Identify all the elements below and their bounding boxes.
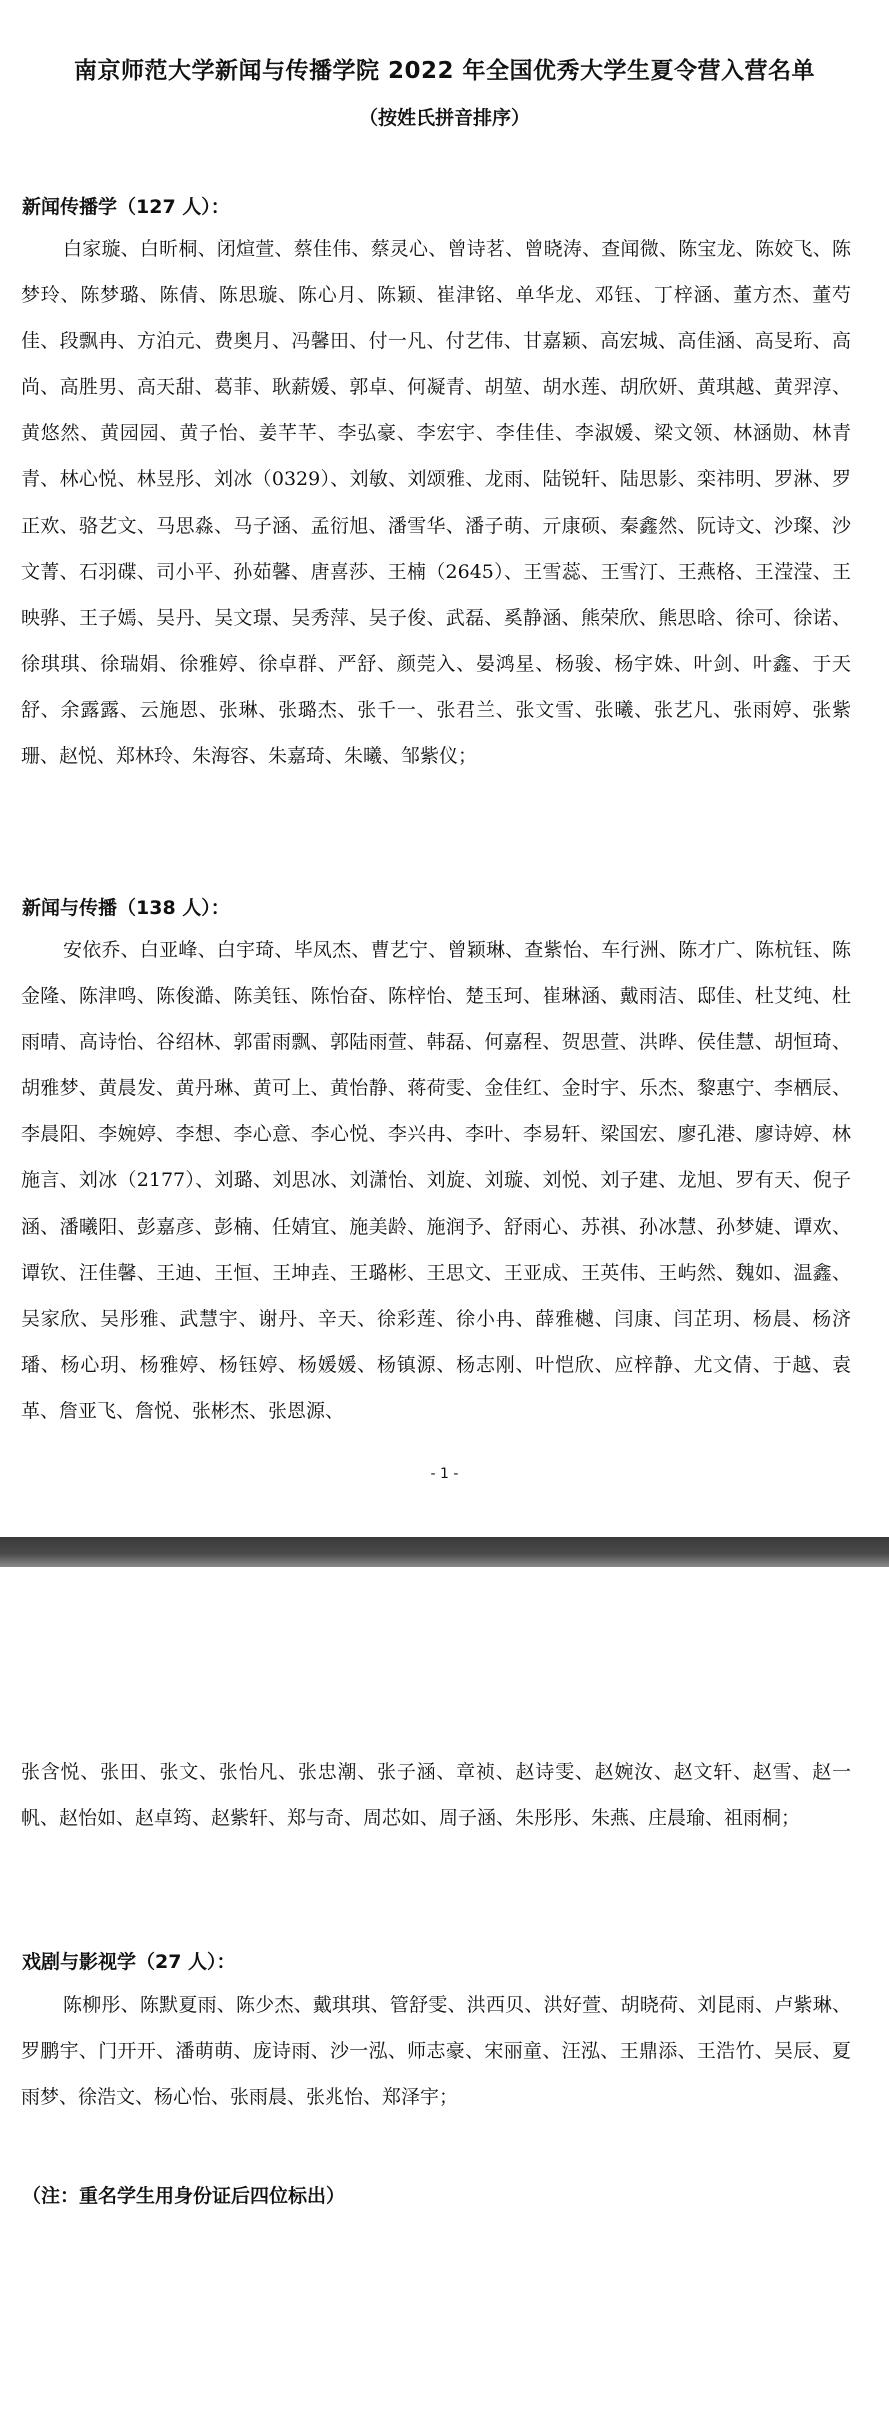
page-number: - 1 - (430, 1466, 459, 1482)
page-break-divider (0, 1537, 889, 1567)
footnote: （注：重名学生用身份证后四位标出） (22, 2185, 346, 2207)
document-page-2 (0, 1567, 889, 2411)
name-list-drama-film: 陈柳彤、陈默夏雨、陈少杰、戴琪琪、管舒雯、洪西贝、洪好萱、胡晓荷、刘昆雨、卢紫琳、罗鹏宇、门开开、潘萌萌、庞诗雨、沙一泓、师志豪、宋丽童、汪泓、王鼎添、王浩竹、吴辰、夏雨梦、徐浩文、杨心怡、张雨晨、张兆怡、郑泽宇； (21, 1994, 851, 2109)
section-heading-journalism-communication: 新闻与传播（138 人）： (22, 897, 230, 919)
document-subtitle: （按姓氏拼音排序） (358, 107, 530, 129)
document-title: 南京师范大学新闻与传播学院 2022 年全国优秀大学生夏令营入营名单 (73, 58, 816, 84)
section-heading-drama-film: 戏剧与影视学（27 人）： (22, 1951, 236, 1973)
name-list-journalism-communication-continued: 张含悦、张田、张文、张怡凡、张忠潮、张子涵、章祯、赵诗雯、赵婉汝、赵文轩、赵雪、赵一帆、赵怡如、赵卓筠、赵紫轩、郑与奇、周芯如、周子涵、朱彤彤、朱燕、庄晨瑜、祖雨桐； (21, 1761, 851, 1830)
section-heading-journalism: 新闻传播学（127 人）： (22, 196, 230, 218)
name-list-journalism: 白家璇、白昕桐、闭煊萱、蔡佳伟、蔡灵心、曾诗茗、曾晓涛、查闻微、陈宝龙、陈姣飞、陈梦玲、陈梦璐、陈倩、陈思璇、陈心月、陈颖、崔津铭、单华龙、邓钰、丁梓涵、董方杰、董芍佳、段飘冉、方泊元、费奥月、冯馨田、付一凡、付艺伟、甘嘉颖、高宏城、高佳涵、高旻珩、高尚、高胜男、高天甜、葛菲、耿薪媛、郭卓、何凝青、胡堃、胡水莲、胡欣妍、黄琪越、黄羿淳、黄悠然、黄园园、黄子怡、姜芊芊、李弘豪、李宏宇、李佳佳、李淑媛、梁文领、林涵勋、林青青、林心悦、林昱彤、刘冰（0329）、刘敏、刘颂雅、龙雨、陆锐轩、陆思影、栾祎明、罗淋、罗正欢、骆艺文、马思淼、马子涵、孟衍旭、潘雪华、潘子萌、亓康硕、秦鑫然、阮诗文、沙璨、沙文菁、石羽碟、司小平、孙茹馨、唐喜莎、王楠（2645）、王雪蕊、王雪汀、王燕格、王滢滢、王映骅、王子嫣、吴丹、吴文璟、吴秀萍、吴子俊、武磊、奚静涵、熊荣欣、熊思晗、徐可、徐诺、徐琪琪、徐瑞娟、徐雅婷、徐卓群、严舒、颜莞入、晏鸿星、杨骏、杨宇姝、叶剑、叶鑫、于天舒、余露露、云施恩、张琳、张璐杰、张千一、张君兰、张文雪、张曦、张艺凡、张雨婷、张紫珊、赵悦、郑林玲、朱海容、朱嘉琦、朱曦、邹紫仪； (21, 238, 851, 768)
name-list-journalism-communication: 安依乔、白亚峰、白宇琦、毕凤杰、曹艺宁、曾颖琳、查紫怡、车行洲、陈才广、陈杭钰、陈金隆、陈津鸣、陈俊澔、陈美钰、陈怡奋、陈梓怡、楚玉珂、崔琳涵、戴雨洁、邸佳、杜艾纯、杜雨晴、高诗怡、谷绍林、郭雷雨飘、郭陆雨萱、韩磊、何嘉程、贺思萱、洪晔、侯佳慧、胡恒琦、胡雅梦、黄晨发、黄丹琳、黄可上、黄怡静、蒋荷雯、金佳红、金时宇、乐杰、黎惠宁、李栖辰、李晨阳、李婉婷、李想、李心意、李心悦、李兴冉、李叶、李易轩、梁国宏、廖孔港、廖诗婷、林施言、刘冰（2177）、刘璐、刘思冰、刘潇怡、刘旋、刘璇、刘悦、刘子建、龙旭、罗有天、倪子涵、潘曦阳、彭嘉彦、彭楠、任婧宜、施美龄、施润予、舒雨心、苏祺、孙冰慧、孙梦婕、谭欢、谭钦、汪佳馨、王迪、王恒、王坤垚、王璐彬、王思文、王亚成、王英伟、王屿然、魏如、温鑫、吴家欣、吴彤雅、武慧宇、谢丹、辛天、徐彩莲、徐小冉、薛雅樾、闫康、闫芷玥、杨晨、杨济璠、杨心玥、杨雅婷、杨钰婷、杨媛媛、杨镇源、杨志刚、叶恺欣、应梓静、尤文倩、于越、袁革、詹亚飞、詹悦、张彬杰、张恩源、 (21, 939, 851, 1422)
